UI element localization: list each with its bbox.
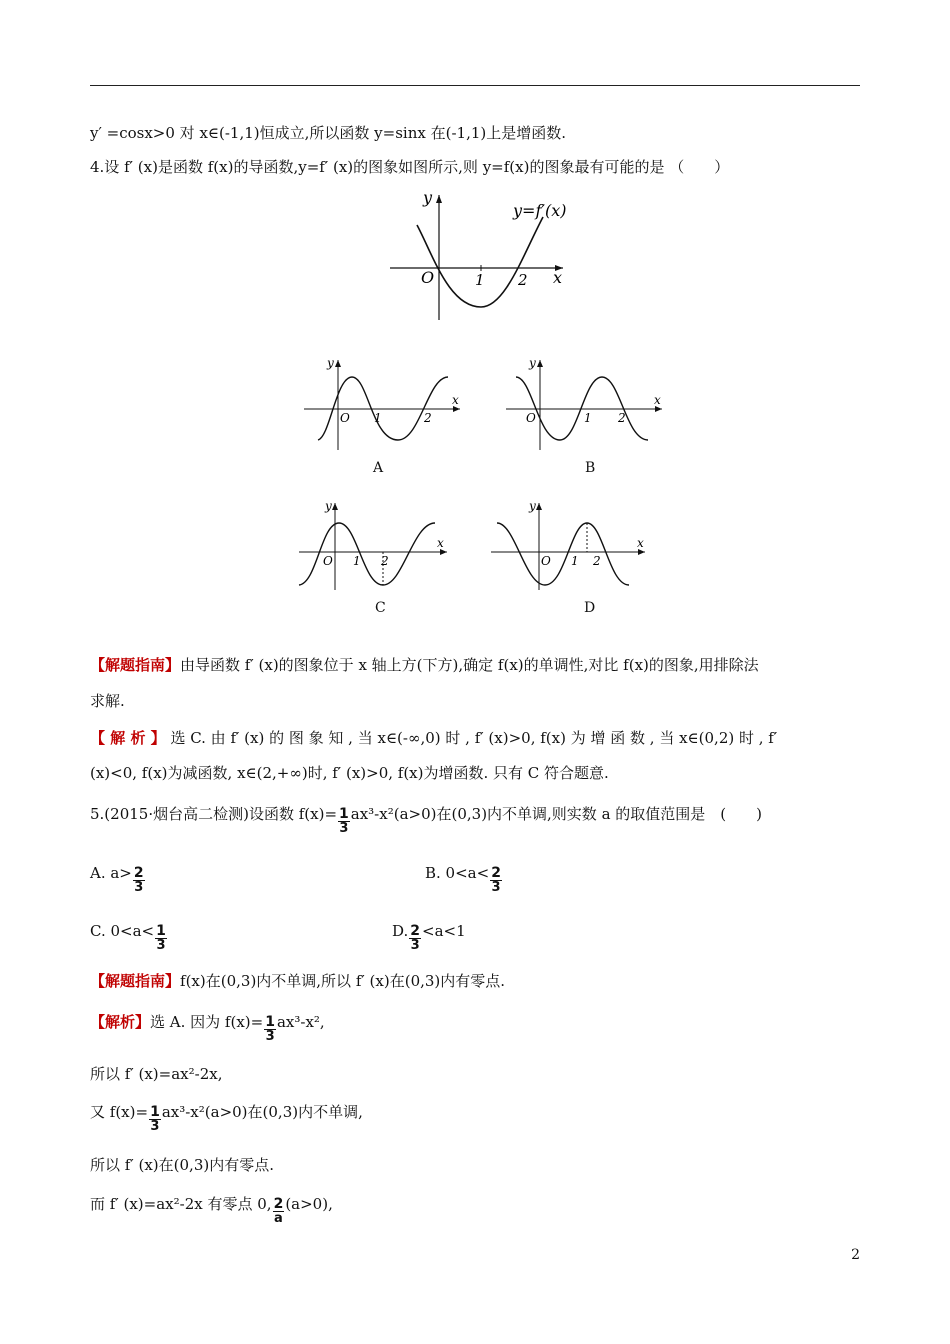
opt-a-x: x: [452, 393, 459, 407]
option-b-caption: B: [585, 460, 596, 476]
opt-b-tick1: 1: [584, 411, 592, 425]
opt-a-y: y: [327, 356, 334, 370]
opt-d-origin: O: [541, 554, 551, 568]
fraction-one-third: $\frac{1}{3}$: [339, 805, 349, 836]
opt-d-x: x: [637, 536, 644, 550]
opt-d-tick1: 1: [571, 554, 579, 568]
guide5-tag: 【解题指南】: [90, 972, 181, 990]
main-tick-2: 2: [518, 271, 528, 289]
analysis-tag: 【 解 析 】: [90, 729, 166, 747]
analysis-line-1: [90, 727, 777, 749]
option-a-text: A. a> $\frac{2}{3}$: [90, 864, 144, 895]
main-x-label: x: [553, 268, 563, 287]
page-number: 2: [851, 1247, 860, 1263]
main-func-label: y=f′(x): [513, 201, 567, 220]
option-c-caption: C: [375, 600, 386, 616]
analysis5-line-3: 又 f(x)= $\frac{1}{3}$ ax³-x²(a>0)在(0,3)内不单调,: [90, 1103, 363, 1134]
opt-d-y: y: [529, 499, 536, 513]
option-c-text: C. 0<a< $\frac{1}{3}$: [90, 922, 166, 953]
analysis5-tag: 【解析】: [90, 1013, 151, 1031]
opt-c-y: y: [325, 499, 332, 513]
opt-a-tick1: 1: [374, 411, 382, 425]
fraction-one-third: $\frac{1}{3}$: [265, 1013, 275, 1044]
analysis5-line-4: 所以 f′ (x)在(0,3)内有零点.: [90, 1156, 274, 1174]
header-rule: [90, 85, 860, 86]
fraction-two-over-a: $\frac{2}{a}$: [273, 1195, 284, 1226]
main-origin-label: O: [421, 268, 435, 287]
opt-b-origin: O: [526, 411, 536, 425]
q5-pre: 5.(2015·烟台高二检测)设函数 f(x)=: [90, 805, 338, 823]
option-c-graph: [295, 497, 455, 592]
analysis-line-2: (x)<0, f(x)为减函数, x∈(2,+∞)时, f′ (x)>0, f(x)为增函数. 只有 C 符合题意.: [90, 764, 609, 782]
fraction-two-thirds: $\frac{2}{3}$: [410, 922, 421, 953]
fraction-one-third: $\frac{1}{3}$: [156, 922, 166, 953]
guide-text: 由导函数 f′ (x)的图象位于 x 轴上方(下方),确定 f(x)的单调性,对比 f(x)的图象,用排除法: [180, 656, 759, 674]
opt-c-x: x: [437, 536, 444, 550]
question-5: [90, 803, 762, 835]
fraction-two-thirds: $\frac{2}{3}$: [491, 864, 501, 895]
fraction-two-thirds: $\frac{2}{3}$: [133, 864, 144, 895]
opt-c-tick2: 2: [381, 554, 389, 568]
opt-c-tick1: 1: [353, 554, 361, 568]
opt-b-x: x: [654, 393, 661, 407]
opt-b-tick2: 2: [618, 411, 626, 425]
option-d-text: D. $\frac{2}{3}$ <a<1: [392, 922, 466, 953]
analysis-text: 选 C. 由 f′ (x) 的 图 象 知 , 当 x∈(-∞,0) 时 , f′ (x)>0, f(x) 为 增 函 数 , 当 x∈(0,2) 时 , f′: [165, 729, 778, 747]
opt-a-tick2: 2: [424, 411, 432, 425]
option-d-graph: [487, 497, 652, 592]
line-1: y′ =cosx>0 对 x∈(-1,1)恒成立,所以函数 y=sinx 在(-1,1)上是增函数.: [90, 124, 567, 142]
q5-post: ax³-x²(a>0)在(0,3)内不单调,则实数 a 的取值范围是 ( ): [350, 805, 762, 823]
guide-tag: 【解题指南】: [90, 656, 181, 674]
main-figure: [385, 185, 575, 325]
main-tick-1: 1: [475, 271, 485, 289]
option-b-graph: [502, 352, 667, 452]
option-a-graph: [300, 352, 465, 452]
opt-b-y: y: [529, 356, 536, 370]
main-y-label: y: [423, 188, 433, 207]
analysis5-line-1: 【解析】选 A. 因为 f(x)= $\frac{1}{3}$ ax³-x²,: [90, 1013, 325, 1044]
fraction-one-third: $\frac{1}{3}$: [150, 1103, 160, 1134]
guide5-line: [90, 970, 505, 992]
analysis5-line-5: 而 f′ (x)=ax²-2x 有零点 0, $\frac{2}{a}$ (a>0),: [90, 1195, 333, 1226]
guide5-text: f(x)在(0,3)内不单调,所以 f′ (x)在(0,3)内有零点.: [180, 972, 506, 990]
opt-a-origin: O: [340, 411, 350, 425]
guide-line-1: [90, 654, 759, 676]
guide-line-2: 求解.: [90, 692, 125, 710]
opt-c-origin: O: [323, 554, 333, 568]
option-b-text: B. 0<a< $\frac{2}{3}$: [425, 864, 501, 895]
question-4: 4.设 f′ (x)是函数 f(x)的导函数,y=f′ (x)的图象如图所示,则 y=f(x)的图象最有可能的是 （ ）: [90, 158, 730, 176]
opt-d-tick2: 2: [593, 554, 601, 568]
analysis5-line-2: 所以 f′ (x)=ax²-2x,: [90, 1065, 223, 1083]
option-d-caption: D: [584, 600, 596, 616]
option-a-caption: A: [373, 460, 384, 476]
